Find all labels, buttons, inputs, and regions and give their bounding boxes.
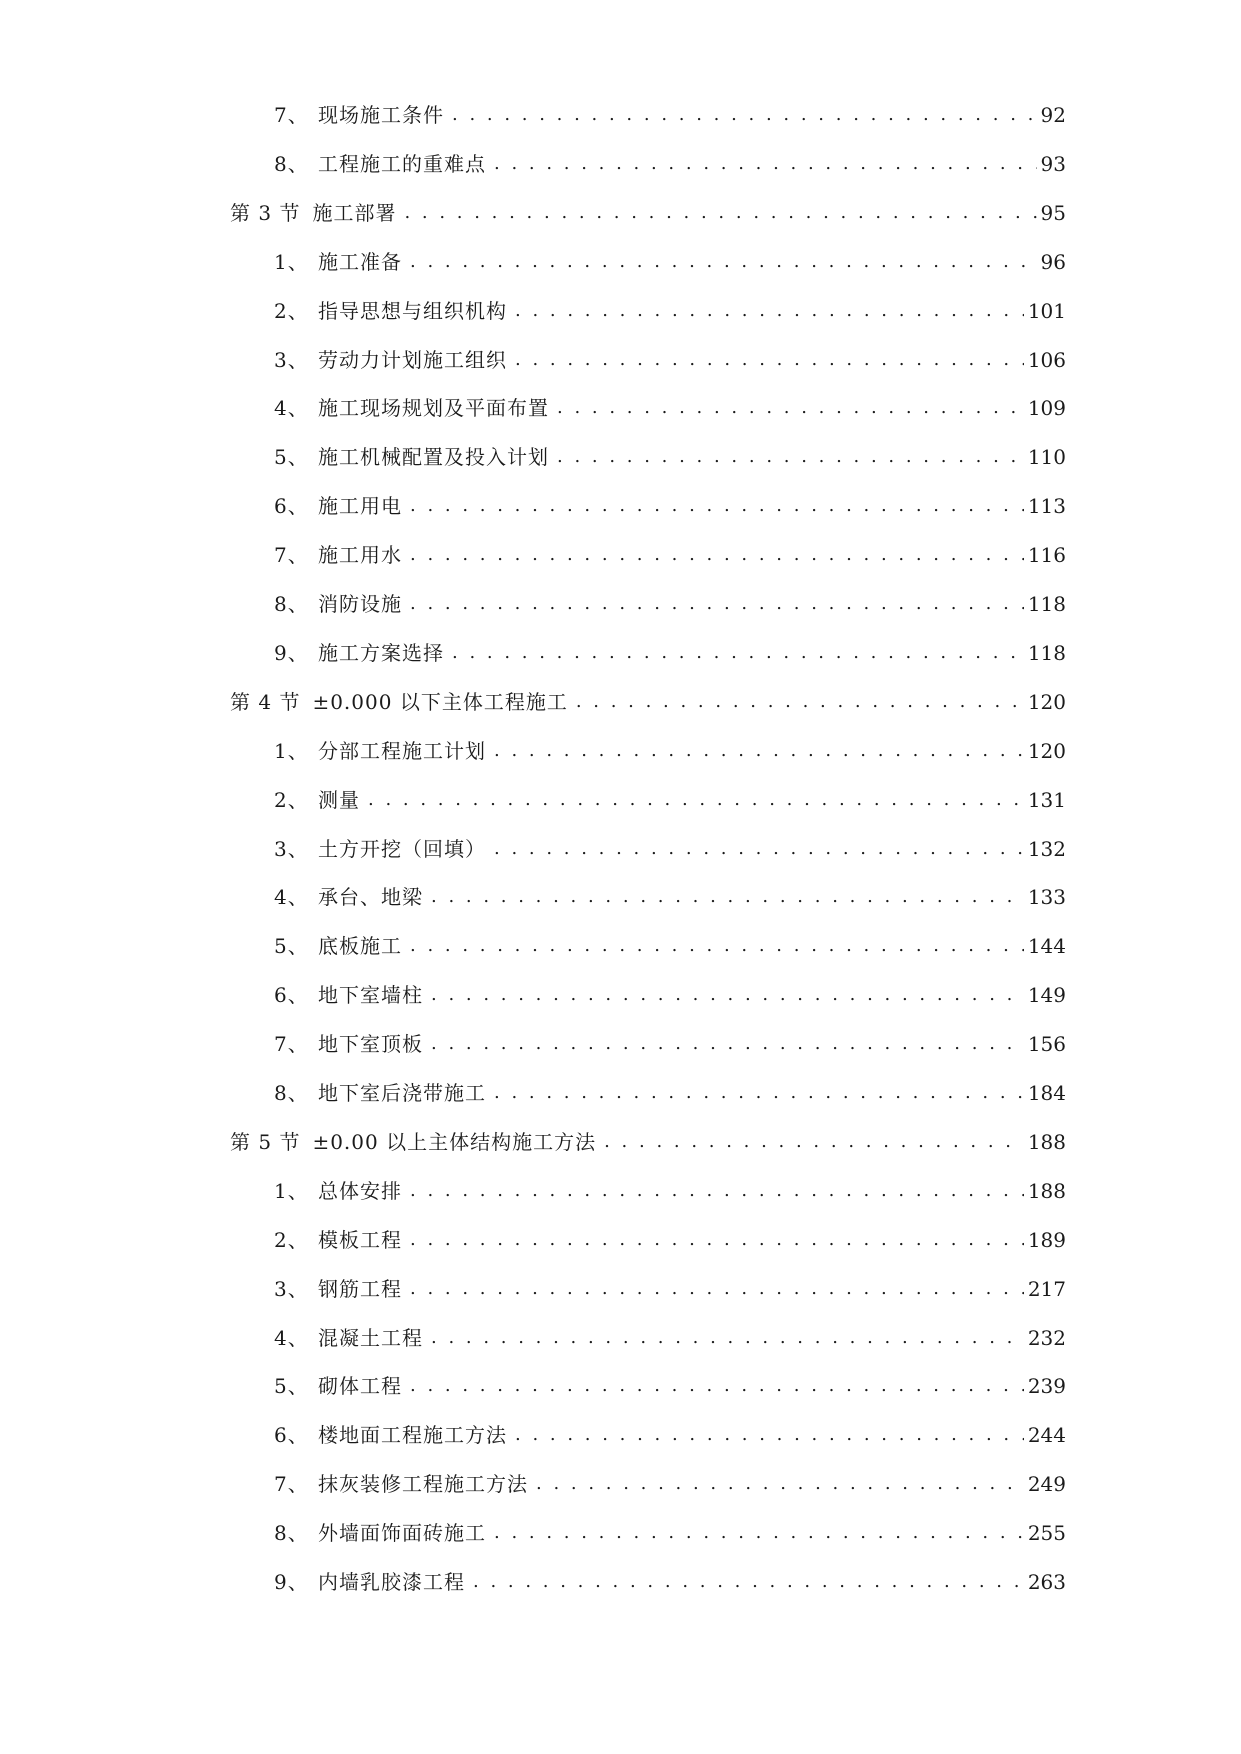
toc-entry-number: 第 5 节 bbox=[230, 1129, 301, 1154]
toc-dot-leader bbox=[410, 540, 1024, 570]
toc-page-number: 118 bbox=[1027, 592, 1066, 616]
toc-item-entry[interactable] bbox=[274, 149, 1066, 179]
toc-entry-number: 第 3 节 bbox=[230, 200, 301, 225]
toc-entry-number: 7、 bbox=[274, 543, 309, 568]
toc-entry-title: 楼地面工程施工方法 bbox=[318, 1423, 507, 1448]
toc-page-number: 116 bbox=[1027, 543, 1066, 568]
toc-page-number: 184 bbox=[1027, 1081, 1066, 1105]
toc-page-number: 244 bbox=[1027, 1423, 1066, 1448]
toc-entry-title: 内墙乳胶漆工程 bbox=[318, 1570, 465, 1594]
toc-entry-title: ±0.000 以下主体工程施工 bbox=[312, 689, 568, 714]
toc-item-entry[interactable] bbox=[274, 882, 1066, 912]
toc-item-entry[interactable] bbox=[274, 1567, 1066, 1597]
toc-dot-leader bbox=[410, 931, 1024, 961]
toc-item-entry[interactable] bbox=[274, 100, 1066, 130]
toc-entry-number: 1、 bbox=[274, 1178, 309, 1203]
toc-dot-leader bbox=[410, 247, 1037, 277]
toc-entry-title: 现场施工条件 bbox=[318, 103, 444, 127]
toc-page-number: 239 bbox=[1027, 1374, 1066, 1399]
toc-entry-number: 6、 bbox=[274, 1423, 309, 1448]
toc-dot-leader bbox=[515, 1420, 1024, 1450]
toc-dot-leader bbox=[410, 1274, 1024, 1304]
toc-entry-number: 1、 bbox=[274, 249, 309, 274]
toc-entry-title: 施工部署 bbox=[312, 200, 397, 225]
toc-entry-number: 8、 bbox=[274, 1081, 309, 1105]
toc-dot-leader bbox=[404, 198, 1036, 228]
toc-item-entry[interactable] bbox=[274, 931, 1066, 961]
toc-dot-leader bbox=[410, 491, 1024, 521]
toc-dot-leader bbox=[410, 1371, 1024, 1401]
toc-dot-leader bbox=[431, 1029, 1024, 1059]
toc-page-number: 263 bbox=[1027, 1570, 1066, 1594]
toc-entry-title: 施工用电 bbox=[318, 494, 402, 519]
toc-page-number: 109 bbox=[1027, 396, 1066, 421]
toc-entry-number: 3、 bbox=[274, 836, 309, 861]
toc-page-number: 188 bbox=[1027, 1129, 1066, 1154]
toc-page-number: 217 bbox=[1027, 1276, 1066, 1301]
toc-item-entry[interactable] bbox=[274, 247, 1066, 277]
toc-item-entry[interactable] bbox=[274, 1078, 1066, 1108]
toc-item-entry[interactable] bbox=[274, 296, 1066, 326]
toc-item-entry[interactable] bbox=[274, 345, 1066, 375]
toc-page-number: 131 bbox=[1027, 787, 1066, 812]
toc-entry-title: 施工现场规划及平面布置 bbox=[318, 396, 549, 421]
toc-dot-leader bbox=[557, 393, 1024, 423]
toc-dot-leader bbox=[410, 1176, 1024, 1206]
toc-page-number: 110 bbox=[1027, 445, 1066, 470]
toc-entry-number: 第 4 节 bbox=[230, 689, 301, 714]
toc-page-number: 249 bbox=[1027, 1472, 1066, 1497]
toc-dot-leader bbox=[431, 882, 1024, 912]
toc-entry-title: 施工用水 bbox=[318, 543, 402, 568]
toc-entry-title: 施工方案选择 bbox=[318, 640, 444, 665]
toc-item-entry[interactable] bbox=[274, 1176, 1066, 1206]
toc-dot-leader bbox=[410, 589, 1024, 619]
toc-entry-number: 2、 bbox=[274, 787, 309, 812]
toc-entry-number: 9、 bbox=[274, 1570, 309, 1594]
toc-entry-number: 8、 bbox=[274, 1521, 309, 1546]
toc-entry-number: 2、 bbox=[274, 298, 309, 323]
toc-page-number: 118 bbox=[1027, 640, 1066, 665]
toc-entry-number: 9、 bbox=[274, 640, 309, 665]
toc-entry-title: 工程施工的重难点 bbox=[318, 151, 486, 176]
toc-entry-title: 地下室墙柱 bbox=[318, 983, 423, 1008]
toc-dot-leader bbox=[452, 638, 1024, 668]
toc-dot-leader bbox=[473, 1567, 1024, 1597]
toc-entry-number: 4、 bbox=[274, 885, 309, 910]
toc-entry-number: 7、 bbox=[274, 103, 309, 127]
toc-dot-leader bbox=[494, 149, 1037, 179]
toc-page-number: 120 bbox=[1027, 689, 1066, 714]
toc-page-number: 255 bbox=[1027, 1521, 1066, 1546]
toc-entry-title: 承台、地梁 bbox=[318, 885, 423, 910]
toc-entry-number: 1、 bbox=[274, 738, 309, 763]
toc-item-entry[interactable] bbox=[274, 638, 1066, 668]
toc-dot-leader bbox=[494, 834, 1024, 864]
toc-page-number: 132 bbox=[1027, 836, 1066, 861]
toc-page-number: 101 bbox=[1027, 298, 1066, 323]
toc-entry-number: 8、 bbox=[274, 592, 309, 616]
toc-page-number: 96 bbox=[1040, 249, 1066, 274]
toc-page-number: 93 bbox=[1040, 151, 1066, 176]
toc-entry-title: ±0.00 以上主体结构施工方法 bbox=[312, 1129, 597, 1154]
toc-item-entry[interactable] bbox=[274, 736, 1066, 766]
toc-entry-title: 劳动力计划施工组织 bbox=[318, 347, 507, 372]
toc-dot-leader bbox=[557, 442, 1024, 472]
toc-dot-leader bbox=[452, 100, 1037, 130]
toc-dot-leader bbox=[494, 736, 1024, 766]
toc-page-number: 156 bbox=[1027, 1032, 1066, 1057]
toc-entry-title: 分部工程施工计划 bbox=[318, 738, 486, 763]
toc-entry-title: 砌体工程 bbox=[318, 1374, 402, 1399]
toc-dot-leader bbox=[431, 1323, 1024, 1353]
toc-entry-number: 8、 bbox=[274, 151, 309, 176]
toc-page-number: 144 bbox=[1027, 934, 1066, 959]
toc-entry-title: 总体安排 bbox=[318, 1178, 402, 1203]
toc-section-entry[interactable] bbox=[230, 1127, 1066, 1157]
toc-entry-number: 5、 bbox=[274, 934, 309, 959]
toc-item-entry[interactable] bbox=[274, 834, 1066, 864]
toc-entry-title: 土方开挖（回填） bbox=[318, 836, 486, 861]
toc-entry-number: 4、 bbox=[274, 396, 309, 421]
toc-item-entry[interactable] bbox=[274, 589, 1066, 619]
toc-entry-title: 施工准备 bbox=[318, 249, 402, 274]
toc-dot-leader bbox=[494, 1518, 1024, 1548]
toc-item-entry[interactable] bbox=[274, 442, 1066, 472]
toc-page-number: 113 bbox=[1027, 494, 1066, 519]
toc-item-entry[interactable] bbox=[274, 1029, 1066, 1059]
toc-item-entry[interactable] bbox=[274, 1469, 1066, 1499]
toc-dot-leader bbox=[368, 785, 1024, 815]
toc-entry-number: 5、 bbox=[274, 1374, 309, 1399]
toc-entry-number: 3、 bbox=[274, 1276, 309, 1301]
toc-entry-title: 抹灰装修工程施工方法 bbox=[318, 1472, 528, 1497]
toc-section-entry[interactable] bbox=[230, 687, 1066, 717]
toc-page-number: 189 bbox=[1027, 1227, 1066, 1252]
toc-item-entry[interactable] bbox=[274, 1420, 1066, 1450]
toc-page-number: 149 bbox=[1027, 983, 1066, 1008]
toc-entry-number: 4、 bbox=[274, 1325, 309, 1350]
toc-page-number: 120 bbox=[1027, 738, 1066, 763]
toc-entry-number: 7、 bbox=[274, 1472, 309, 1497]
toc-entry-number: 7、 bbox=[274, 1032, 309, 1057]
toc-entry-number: 5、 bbox=[274, 445, 309, 470]
toc-entry-title: 施工机械配置及投入计划 bbox=[318, 445, 549, 470]
toc-page-number: 106 bbox=[1027, 347, 1066, 372]
toc-entry-title: 地下室后浇带施工 bbox=[318, 1081, 486, 1105]
toc-page-number: 232 bbox=[1027, 1325, 1066, 1350]
toc-page-number: 188 bbox=[1027, 1178, 1066, 1203]
toc-item-entry[interactable] bbox=[274, 1225, 1066, 1255]
toc-dot-leader bbox=[515, 345, 1024, 375]
toc-dot-leader bbox=[410, 1225, 1024, 1255]
toc-entry-title: 混凝土工程 bbox=[318, 1325, 423, 1350]
toc-entry-title: 底板施工 bbox=[318, 934, 402, 959]
toc-entry-number: 3、 bbox=[274, 347, 309, 372]
toc-dot-leader bbox=[576, 687, 1024, 717]
toc-page-number: 95 bbox=[1040, 200, 1066, 225]
toc-dot-leader bbox=[536, 1469, 1024, 1499]
toc-dot-leader bbox=[494, 1078, 1024, 1108]
toc-entry-title: 外墙面饰面砖施工 bbox=[318, 1521, 486, 1546]
toc-item-entry[interactable] bbox=[274, 1323, 1066, 1353]
toc-section-entry[interactable] bbox=[230, 198, 1066, 228]
toc-entry-title: 模板工程 bbox=[318, 1227, 402, 1252]
toc-page-number: 133 bbox=[1027, 885, 1066, 910]
toc-entry-title: 指导思想与组织机构 bbox=[318, 298, 507, 323]
toc-item-entry[interactable] bbox=[274, 1371, 1066, 1401]
toc-item-entry[interactable] bbox=[274, 393, 1066, 423]
toc-entry-number: 2、 bbox=[274, 1227, 309, 1252]
toc-item-entry[interactable] bbox=[274, 980, 1066, 1010]
toc-item-entry[interactable] bbox=[274, 540, 1066, 570]
toc-dot-leader bbox=[515, 296, 1024, 326]
toc-item-entry[interactable] bbox=[274, 1274, 1066, 1304]
toc-item-entry[interactable] bbox=[274, 491, 1066, 521]
toc-dot-leader bbox=[431, 980, 1024, 1010]
toc-entry-title: 钢筋工程 bbox=[318, 1276, 402, 1301]
toc-entry-number: 6、 bbox=[274, 983, 309, 1008]
toc-dot-leader bbox=[604, 1127, 1024, 1157]
toc-entry-title: 消防设施 bbox=[318, 592, 402, 616]
toc-entry-title: 测量 bbox=[318, 787, 360, 812]
toc-item-entry[interactable] bbox=[274, 785, 1066, 815]
toc-entry-number: 6、 bbox=[274, 494, 309, 519]
toc-item-entry[interactable] bbox=[274, 1518, 1066, 1548]
toc-entry-title: 地下室顶板 bbox=[318, 1032, 423, 1057]
toc-page-number: 92 bbox=[1040, 103, 1066, 127]
